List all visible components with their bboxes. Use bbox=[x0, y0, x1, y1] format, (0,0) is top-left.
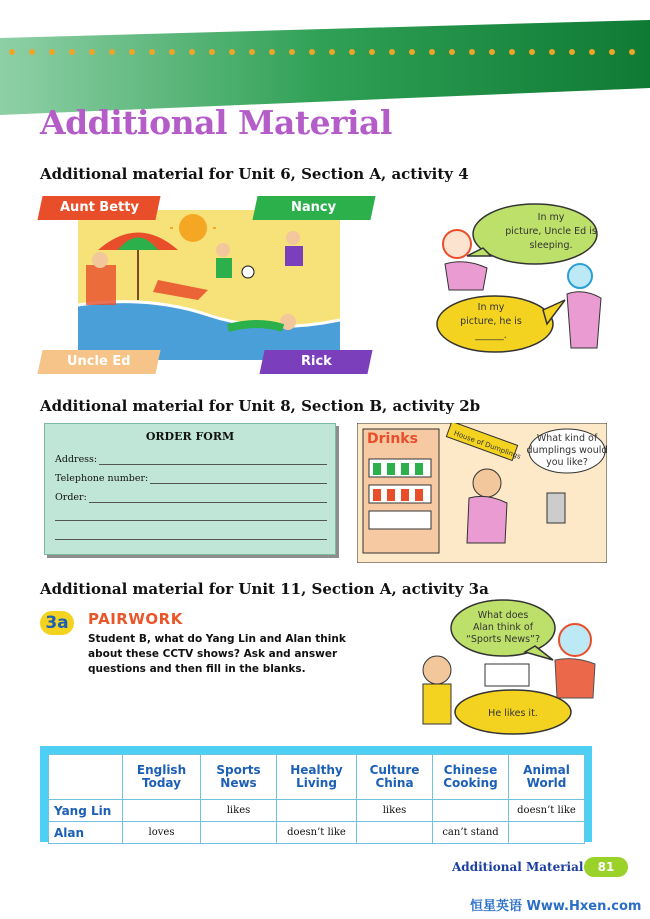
section3-heading: Additional material for Unit 11, Section A, activity 3a bbox=[40, 580, 489, 598]
order-form-title: ORDER FORM bbox=[145, 430, 235, 443]
column-header: Animal World bbox=[509, 755, 585, 800]
table-header-row bbox=[49, 755, 585, 800]
footer-section-label: Additional Material bbox=[452, 860, 584, 874]
order-field[interactable] bbox=[55, 492, 327, 503]
tv-bubble-top-line-3: “Sports News”? bbox=[465, 634, 541, 645]
table-cell[interactable] bbox=[201, 822, 277, 844]
tv-bubble-top-line-1: What does bbox=[477, 610, 529, 621]
bubble-bottom-line-1: In my bbox=[477, 302, 505, 313]
address-label: Address: bbox=[55, 454, 98, 465]
bubble-top-line-2: picture, Uncle Ed is bbox=[505, 226, 597, 237]
column-header: Sports News bbox=[201, 755, 277, 800]
table-cell[interactable] bbox=[277, 800, 357, 822]
column-header: Chinese Cooking bbox=[433, 755, 509, 800]
table-cell[interactable] bbox=[357, 822, 433, 844]
order-extra-line-2[interactable] bbox=[55, 530, 327, 540]
label-nancy: Nancy bbox=[252, 196, 375, 220]
drinks-sign: Drinks bbox=[367, 431, 418, 447]
telephone-label: Telephone number: bbox=[55, 473, 149, 484]
bubble-top-line-3: sleeping. bbox=[529, 240, 573, 251]
bubble-bottom-line-3: ______. bbox=[475, 330, 507, 341]
table-cell[interactable] bbox=[509, 822, 585, 844]
telephone-field[interactable] bbox=[55, 473, 327, 484]
tv-bubble-bottom-line: He likes it. bbox=[488, 708, 538, 719]
table-cell[interactable]: doesn’t like bbox=[277, 822, 357, 844]
table-corner-cell bbox=[49, 755, 123, 800]
row-name: Alan bbox=[49, 822, 123, 844]
dumpling-bubble-line-2: dumplings would bbox=[526, 445, 607, 456]
table-cell[interactable] bbox=[123, 800, 201, 822]
bubble-top-line-1: In my bbox=[537, 212, 565, 223]
page-number: 81 bbox=[584, 857, 628, 877]
bubble-bottom-line-2: picture, he is bbox=[460, 316, 522, 327]
house-of-dumplings-sign: House of Dumplings bbox=[452, 429, 522, 461]
column-header: English Today bbox=[123, 755, 201, 800]
beach-illustration bbox=[78, 210, 340, 360]
dumpling-shop-illustration bbox=[357, 423, 607, 563]
table-cell[interactable]: likes bbox=[201, 800, 277, 822]
label-uncle-ed: Uncle Ed bbox=[37, 350, 160, 374]
table-row bbox=[49, 800, 585, 822]
table-cell[interactable]: can’t stand bbox=[433, 822, 509, 844]
pairwork-instructions: Student B, what do Yang Lin and Alan think about these CCTV shows? Ask and answer questions and then fill in the blanks. bbox=[88, 633, 346, 675]
table-cell[interactable]: likes bbox=[357, 800, 433, 822]
column-header: Healthy Living bbox=[277, 755, 357, 800]
tv-bubble-top-line-2: Alan think of bbox=[472, 622, 534, 633]
dumpling-bubble-line-3: you like? bbox=[546, 457, 588, 468]
label-rick: Rick bbox=[259, 350, 372, 374]
speech-illustration-1 bbox=[435, 198, 610, 363]
table-cell[interactable] bbox=[433, 800, 509, 822]
activity-badge: 3a bbox=[40, 611, 74, 635]
section2-heading: Additional material for Unit 8, Section B, activity 2b bbox=[40, 397, 481, 415]
table-row bbox=[49, 822, 585, 844]
table-cell[interactable]: doesn’t like bbox=[509, 800, 585, 822]
column-header: Culture China bbox=[357, 755, 433, 800]
row-name: Yang Lin bbox=[49, 800, 123, 822]
page-title: Additional Material bbox=[40, 103, 392, 142]
tv-shows-table bbox=[40, 746, 592, 842]
tv-discussion-illustration bbox=[415, 598, 610, 740]
site-watermark: 恒星英语 Www.Hxen.com bbox=[470, 899, 642, 914]
label-aunt-betty: Aunt Betty bbox=[37, 196, 160, 220]
pairwork-heading: PAIRWORK bbox=[88, 610, 183, 628]
order-extra-line-1[interactable] bbox=[55, 511, 327, 521]
address-field[interactable] bbox=[55, 454, 327, 465]
header-banner bbox=[0, 0, 650, 120]
dumpling-bubble-line-1: What kind of bbox=[536, 433, 598, 444]
section1-heading: Additional material for Unit 6, Section A, activity 4 bbox=[40, 165, 469, 183]
table-cell[interactable]: loves bbox=[123, 822, 201, 844]
order-form bbox=[44, 423, 336, 555]
order-label: Order: bbox=[55, 492, 87, 503]
